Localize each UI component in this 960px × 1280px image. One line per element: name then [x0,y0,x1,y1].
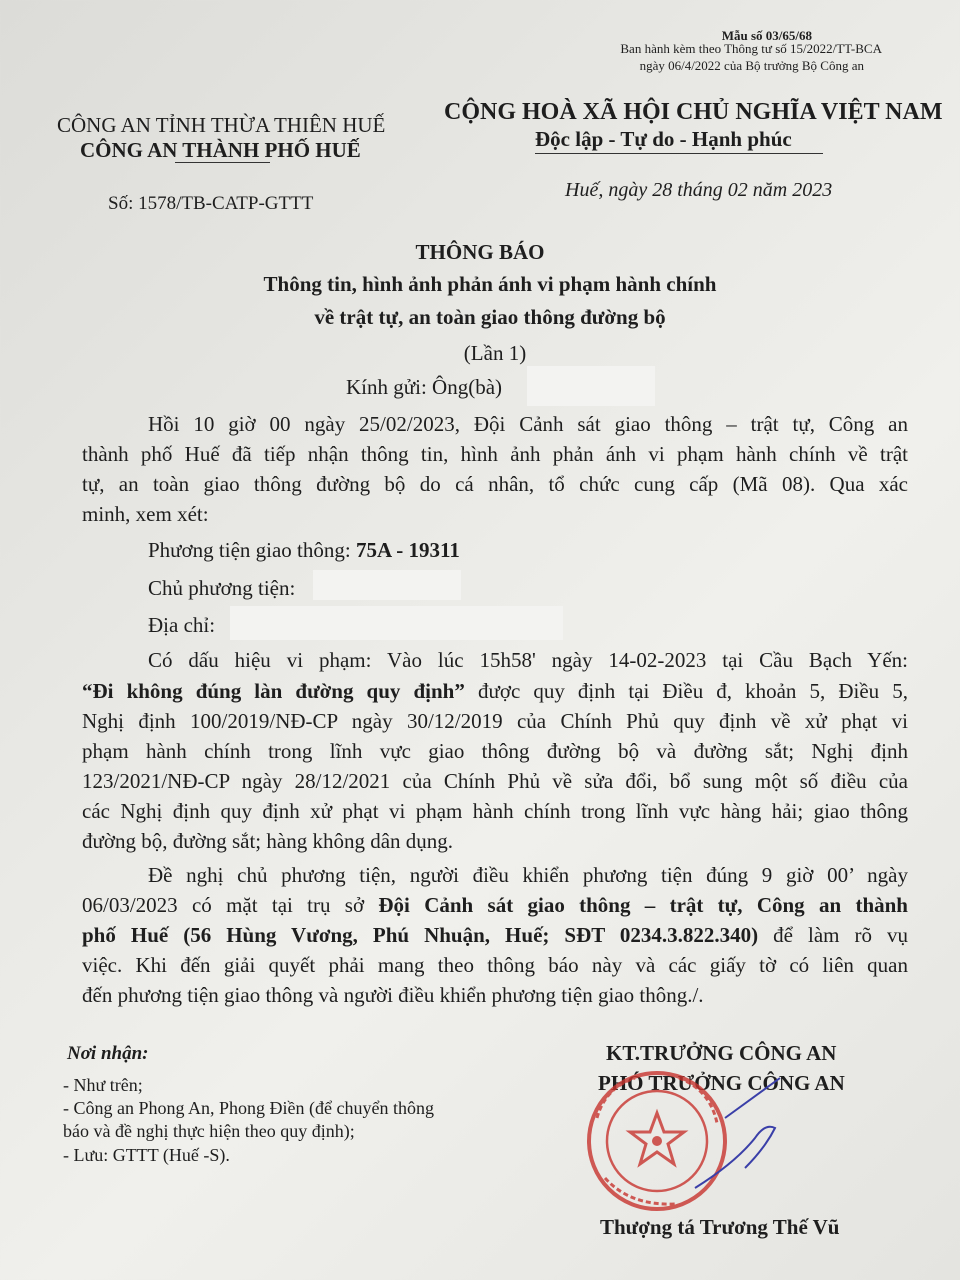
violation-name: “Đi không đúng làn đường quy định” [82,679,465,703]
office-address: phố Huế (56 Hùng Vương, Phú Nhuận, Huế; SĐT 0234.3.822.340) [82,923,759,947]
address-label: Địa chỉ: [148,613,216,637]
document-date: Huế, ngày 28 tháng 02 năm 2023 [565,179,833,201]
paragraph-2-line-3: Nghị định 100/2019/NĐ-CP ngày 30/12/2019 của Chính Phủ quy định về xử phạt vi [82,709,908,733]
vehicle-plate: 75A - 19311 [355,538,460,562]
paragraph-2-line-7: đường bộ, đường sắt; hàng không dân dụng. [82,829,454,853]
notice-round: (Lần 1) [463,341,527,365]
form-issued-date: ngày 06/4/2022 của Bộ trưởng Bộ Công an [639,58,864,73]
office-name: Đội Cảnh sát giao thông – trật tự, Công an thành [378,893,908,917]
signer-name: Thượng tá Trương Thế Vũ [600,1215,840,1239]
signature-title-2: PHÓ TRƯỞNG CÔNG AN [598,1071,845,1095]
national-motto: Độc lập - Tự do - Hạnh phúc [535,127,792,151]
paragraph-1-line-2: thành phố Huế đã tiếp nhận thông tin, hình ảnh phản ánh vi phạm hành chính về trật [82,442,908,466]
paragraph-2-line-5: 123/2021/NĐ-CP ngày 28/12/2021 của Chính Phủ về sửa đổi, bổ sung một số điều của [82,769,908,793]
paragraph-3-line-5: đến phương tiện giao thông và người điều khiển phương tiện giao thông./. [82,983,704,1007]
paragraph-2-line-6: các Nghị định quy định xử phạt vi phạm hành chính trong lĩnh vực hàng hải; giao thông [82,799,908,823]
official-seal [575,1068,835,1228]
national-title: CỘNG HOÀ XÃ HỘI CHỦ NGHĨA VIỆT NAM [444,99,943,125]
paragraph-3-line-2 [82,893,908,918]
redacted-owner-name [313,570,461,600]
recipient-item: - Như trên; [63,1075,143,1095]
document-title: THÔNG BÁO [415,240,545,264]
paragraph-3-line-1: Đề nghị chủ phương tiện, người điều khiển phương tiện đúng 9 giờ 00’ ngày [148,863,908,887]
motto-underline [535,153,823,154]
paragraph-3-line-4: việc. Khi đến giải quyết phải mang theo thông báo này và các giấy tờ có liên quan [82,953,908,977]
signature-title-1: KT.TRƯỞNG CÔNG AN [606,1041,837,1065]
form-issued-by: Ban hành kèm theo Thông tư số 15/2022/TT-BCA [620,41,882,56]
paragraph-1-line-1: Hồi 10 giờ 00 ngày 25/02/2023, Đội Cảnh sát giao thông – trật tự, Công an [148,412,908,436]
agency-underline [175,162,270,163]
owner-label: Chủ phương tiện: [148,576,296,600]
violation-legal-basis: được quy định tại Điều đ, khoản 5, Điều 5, [464,679,908,703]
recipient-item: - Lưu: GTTT (Huế -S). [63,1145,230,1165]
paragraph-3-line-3 [82,923,908,948]
parent-agency: CÔNG AN TỈNH THỪA THIÊN HUẾ [57,113,386,137]
issuing-agency: CÔNG AN THÀNH PHỐ HUẾ [80,138,361,162]
vehicle-line [148,538,460,563]
paragraph-1-line-3: tự, an toàn giao thông đường bộ do cá nhân, tổ chức cung cấp (Mã 08). Qua xác [82,472,908,496]
redacted-recipient-name [527,366,655,406]
paragraph-3-line-3-rest: để làm rõ vụ [758,923,908,947]
seal-stamp [589,1073,725,1209]
recipient-item: báo và đề nghị thực hiện theo quy định); [63,1121,355,1141]
recipient-salutation: Kính gửi: Ông(bà) [346,375,503,399]
document-subtitle-2: về trật tự, an toàn giao thông đường bộ [314,305,666,329]
document-number: Số: 1578/TB-CATP-GTTT [108,193,314,214]
form-number: Mẫu số 03/65/68 [721,28,812,43]
paragraph-2-line-2 [82,679,908,704]
document-subtitle-1: Thông tin, hình ảnh phản ánh vi phạm hành chính [263,272,717,296]
appointment-date: 06/03/2023 có mặt tại trụ sở [82,893,379,917]
paragraph-2-line-1: Có dấu hiệu vi phạm: Vào lúc 15h58' ngày 14-02-2023 tại Cầu Bạch Yến: [148,648,908,672]
recipient-item: - Công an Phong An, Phong Điền (để chuyển thông [63,1098,434,1118]
vehicle-label: Phương tiện giao thông: [148,538,356,562]
redacted-address [230,606,563,640]
paragraph-2-line-4: phạm hành chính trong lĩnh vực giao thông đường bộ và đường sắt; Nghị định [82,739,908,763]
recipients-title: Nơi nhận: [67,1043,149,1064]
paragraph-1-line-4: minh, xem xét: [82,502,209,526]
